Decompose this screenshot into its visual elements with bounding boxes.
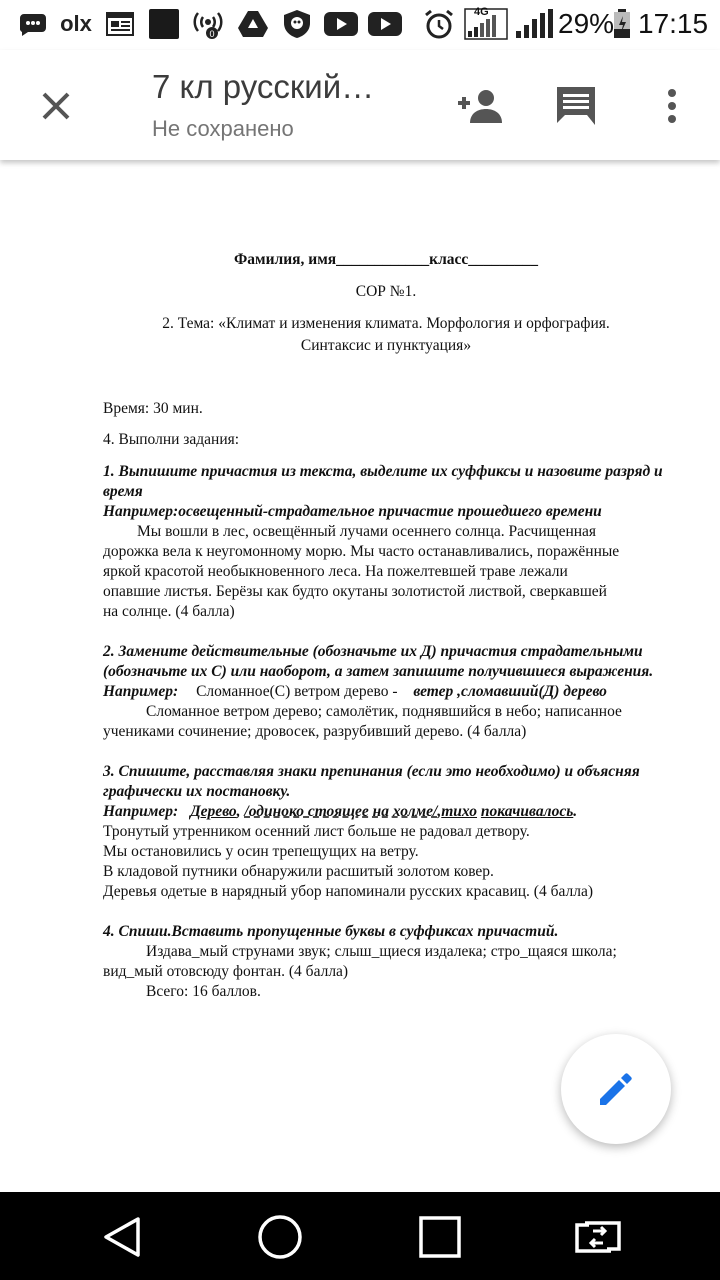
time-limit: Время: 30 мин. [103,400,203,417]
task3-example-word-2: /одиноко стоящее на холме/ [244,803,438,820]
task3-example-label: Например: [103,803,179,820]
sor-title: СОР №1. [355,283,417,300]
header-line: Фамилия, имя____________класс_________ [233,251,539,268]
save-status: Не сохранено [152,116,294,141]
switch-app-button[interactable] [568,1212,628,1262]
olx-icon: olx [60,11,92,36]
task3-line-3: В кладовой путники обнаружили расшитый золотом ковер. [103,863,494,880]
task1-text-1: Мы вошли в лес, освещённый лучами осеннего солнца. Расчищенная [137,523,597,540]
task3-line-1: Тронутый утренником осенний лист больше не радовал детвору. [103,823,530,840]
close-button[interactable] [30,80,82,132]
document-page [0,160,720,1178]
recents-square-icon [419,1216,461,1258]
task4-heading: 4. Спиши.Вставить пропущенные буквы в суффиксах причастий. [103,923,559,940]
task3-example-word-1: Дерево [190,803,237,820]
task2-example-plain: Сломанное(С) ветром дерево - [196,683,398,700]
messenger-icon [18,10,48,38]
battery-percent: 29% [558,8,615,39]
task2-heading-1: 2. Замените действительные (обозначьте их Д) причастия страдательными [103,643,643,660]
task1-text-5: на солнце. (4 балла) [103,603,235,620]
document-title: 7 кл русский… [152,68,375,105]
youtube-icon [324,10,358,38]
more-options-button[interactable] [650,80,694,132]
total-score: Всего: 16 баллов. [146,983,261,1000]
task3-example: Например: Дерево, /одиноко стоящее на холме/,тихо покачивалось. [103,803,578,820]
task1-heading-2: время [103,483,143,500]
task1-text-4: опавшие листья. Берёзы как будто окутаны золотистой листвой, сверкавшей [103,583,607,600]
comment-icon [555,85,597,127]
task1-text-2: дорожка вела к неугомонному морю. Мы часто останавливались, поражённые [103,543,620,560]
task2-heading-2: (обозначьте их С) или наоборот, а затем запишите получившиеся выражения. [103,663,654,680]
status-bar [0,0,720,50]
add-person-icon [456,89,504,123]
task2-example-label: Например: [103,683,179,700]
back-button[interactable] [92,1212,152,1262]
back-triangle-icon [100,1215,144,1259]
more-vert-icon [667,88,677,124]
app-bar [0,50,720,160]
task4-text-1: Издава_мый струнами звук; слыш_щиеся издалека; стро_щаяся школа; [146,943,617,960]
clock: 17:15 [638,8,709,39]
edit-button[interactable] [561,1034,671,1144]
app-square-icon [148,10,180,38]
security-icon [282,10,312,38]
home-button[interactable] [250,1212,310,1262]
navigation-bar [0,1192,720,1280]
topic-line-2: Синтаксис и пунктуация» [300,337,472,354]
home-circle-icon [257,1214,303,1260]
task3-heading-2: графически их постановку. [103,783,291,800]
close-icon [41,91,71,121]
document-viewer[interactable] [0,160,720,1178]
task2-text-2: учениками сочинение; дровосек, разрубивший дерево. (4 балла) [103,723,527,740]
switch-app-icon [571,1217,625,1257]
youtube-icon-2 [368,10,402,38]
task3-example-word-3: тихо [441,803,478,820]
task3-example-word-4: покачивалось [480,803,574,820]
signal-icon [514,10,554,38]
task2-example-tail: ветер ,сломавший(Д) дерево [413,683,607,700]
task1-text-3: яркой красотой необыкновенного леса. На пожелтевшей траве лежали [103,563,568,580]
pencil-icon [596,1069,636,1109]
instruction: 4. Выполни задания: [103,431,240,448]
task3-line-4: Деревья одетые в нарядный убор напоминали русских красавиц. (4 балла) [103,883,594,900]
task3-line-2: Мы остановились у осин трепещущих на ветру. [103,843,419,860]
battery-icon [612,10,632,38]
alarm-icon [422,10,456,38]
task4-text-2: вид_мый отовсюду фонтан. (4 балла) [103,963,349,980]
drive-icon [236,10,270,38]
news-icon [105,10,135,38]
network-type-label: 4G [474,6,489,18]
topic-line-1: 2. Тема: «Климат и изменения климата. Морфология и орфография. [162,315,610,332]
comments-button[interactable] [550,78,602,134]
task3-heading-1: 3. Спишите, расставляя знаки препинания (если это необходимо) и объясняя [103,763,640,780]
hotspot-icon [192,10,224,38]
task2-text-1: Сломанное ветром дерево; самолётик, поднявшийся в небо; написанное [146,703,622,720]
task2-example [103,682,607,702]
task1-heading-1: 1. Выпишите причастия из текста, выделите их суффиксы и назовите разряд и [103,463,663,480]
svg-text:0: 0 [209,29,215,39]
task1-example: Например:освещенный-страдательное причастие прошедшего времени [103,503,602,520]
add-person-button[interactable] [452,80,508,132]
recents-button[interactable] [410,1212,470,1262]
